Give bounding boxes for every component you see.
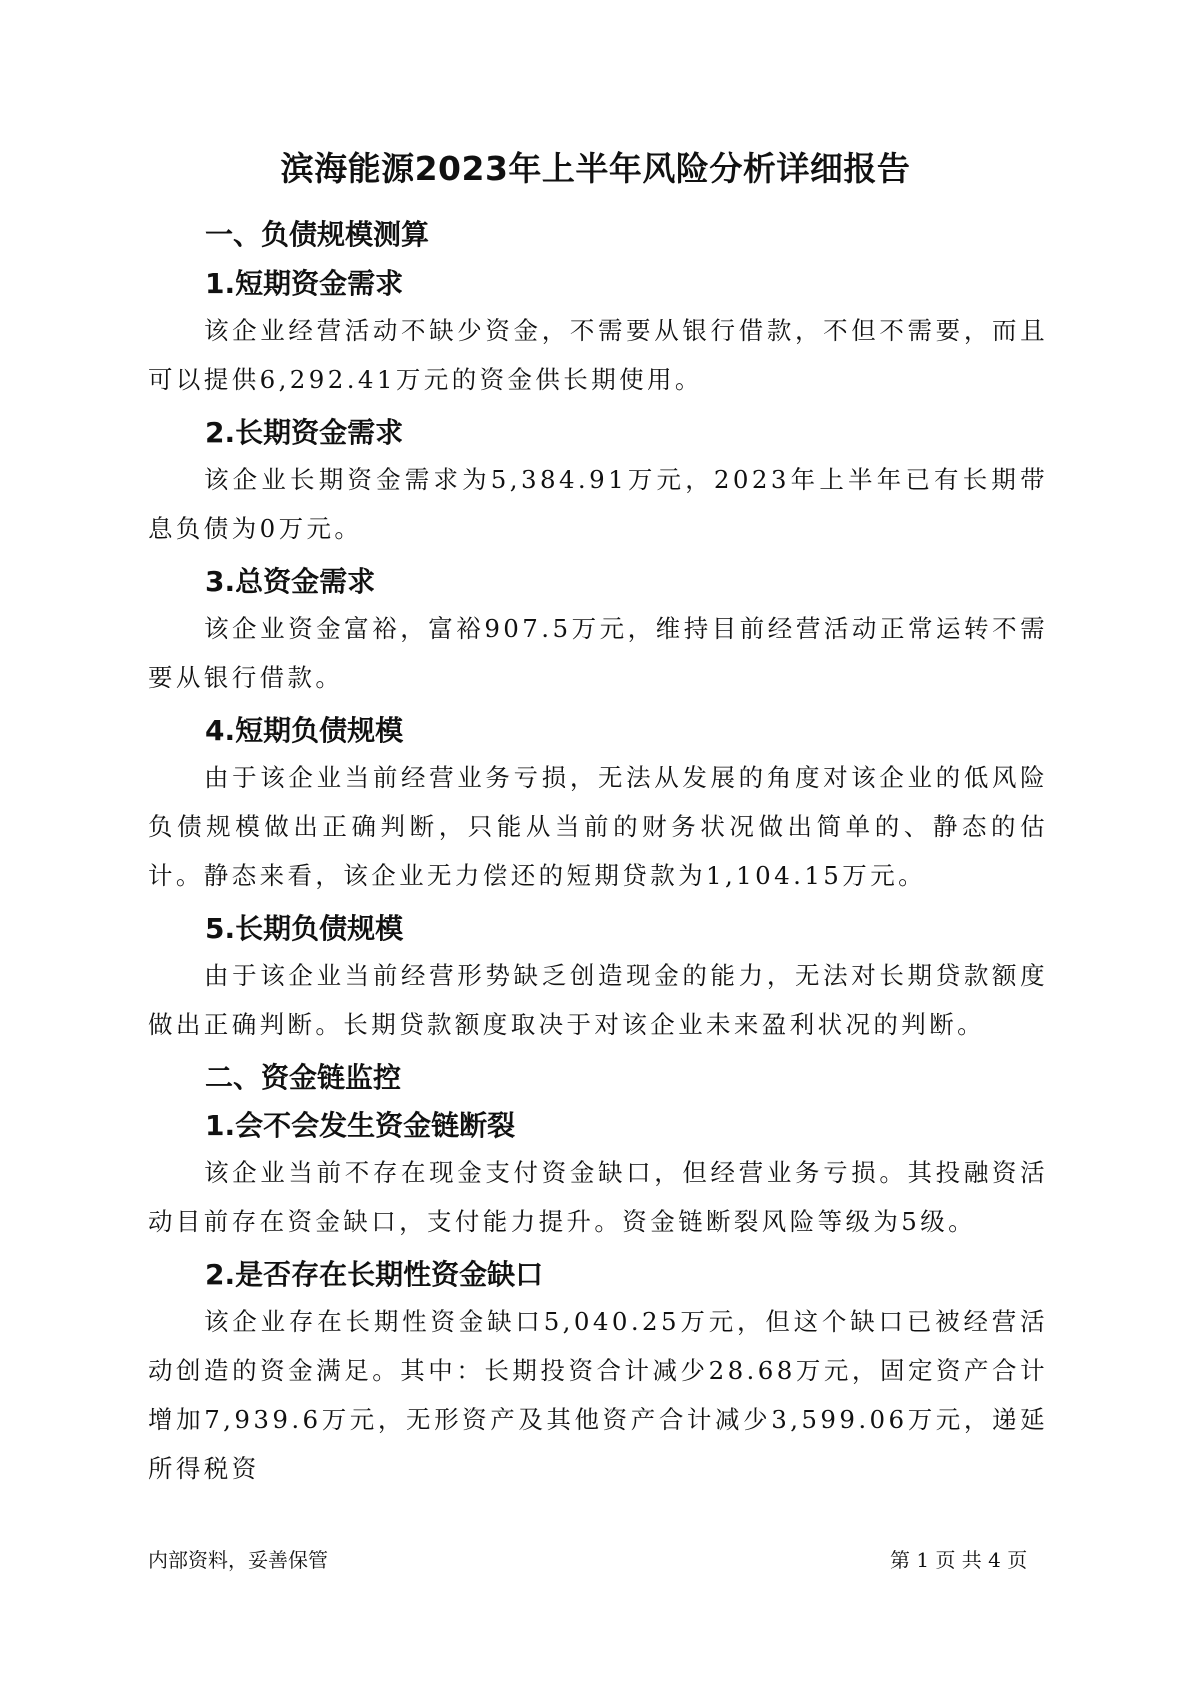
paragraph-short-term-debt: 由于该企业当前经营业务亏损，无法从发展的角度对该企业的低风险负债规模做出正确判断，只能从当前的财务状况做出简单的、静态的估计。静态来看，该企业无力偿还的短期贷款为1,104.15万元。	[148, 763, 1048, 890]
footer-page-number: 第 1 页 共 4 页	[890, 1548, 1028, 1572]
report-title: 滨海能源2023年上半年风险分析详细报告	[280, 149, 911, 188]
section-heading-debt-scale: 一、负债规模测算	[205, 218, 430, 251]
paragraph-long-term-gap: 该企业存在长期性资金缺口5,040.25万元，但这个缺口已被经营活动创造的资金满足。其中：长期投资合计减少28.68万元，固定资产合计增加7,939.6万元，无形资产及其他资产合计减少3,599.06万元，递延所得税资	[148, 1307, 1048, 1483]
paragraph-chain-break: 该企业当前不存在现金支付资金缺口，但经营业务亏损。其投融资活动目前存在资金缺口，支付能力提升。资金链断裂风险等级为5级。	[148, 1158, 1048, 1236]
section-heading-cash-chain: 二、资金链监控	[205, 1061, 402, 1094]
paragraph-long-term-demand: 该企业长期资金需求为5,384.91万元，2023年上半年已有长期带息负债为0万元。	[148, 465, 1048, 543]
footer-confidential-note: 内部资料，妥善保管	[148, 1548, 328, 1572]
subheading-short-term-debt: 4.短期负债规模	[205, 714, 404, 747]
paragraph-long-term-debt: 由于该企业当前经营形势缺乏创造现金的能力，无法对长期贷款额度做出正确判断。长期贷款额度取决于对该企业未来盈利状况的判断。	[148, 961, 1048, 1039]
paragraph-short-term-demand: 该企业经营活动不缺少资金，不需要从银行借款，不但不需要，而且可以提供6,292.41万元的资金供长期使用。	[148, 316, 1048, 394]
subheading-chain-break: 1.会不会发生资金链断裂	[205, 1109, 516, 1142]
subheading-long-term-demand: 2.长期资金需求	[205, 416, 404, 449]
paragraph-total-demand: 该企业资金富裕，富裕907.5万元，维持目前经营活动正常运转不需要从银行借款。	[148, 614, 1048, 692]
subheading-long-term-debt: 5.长期负债规模	[205, 912, 404, 945]
subheading-total-demand: 3.总资金需求	[205, 565, 376, 598]
subheading-long-term-gap: 2.是否存在长期性资金缺口	[205, 1258, 544, 1291]
subheading-short-term-demand: 1.短期资金需求	[205, 267, 404, 300]
